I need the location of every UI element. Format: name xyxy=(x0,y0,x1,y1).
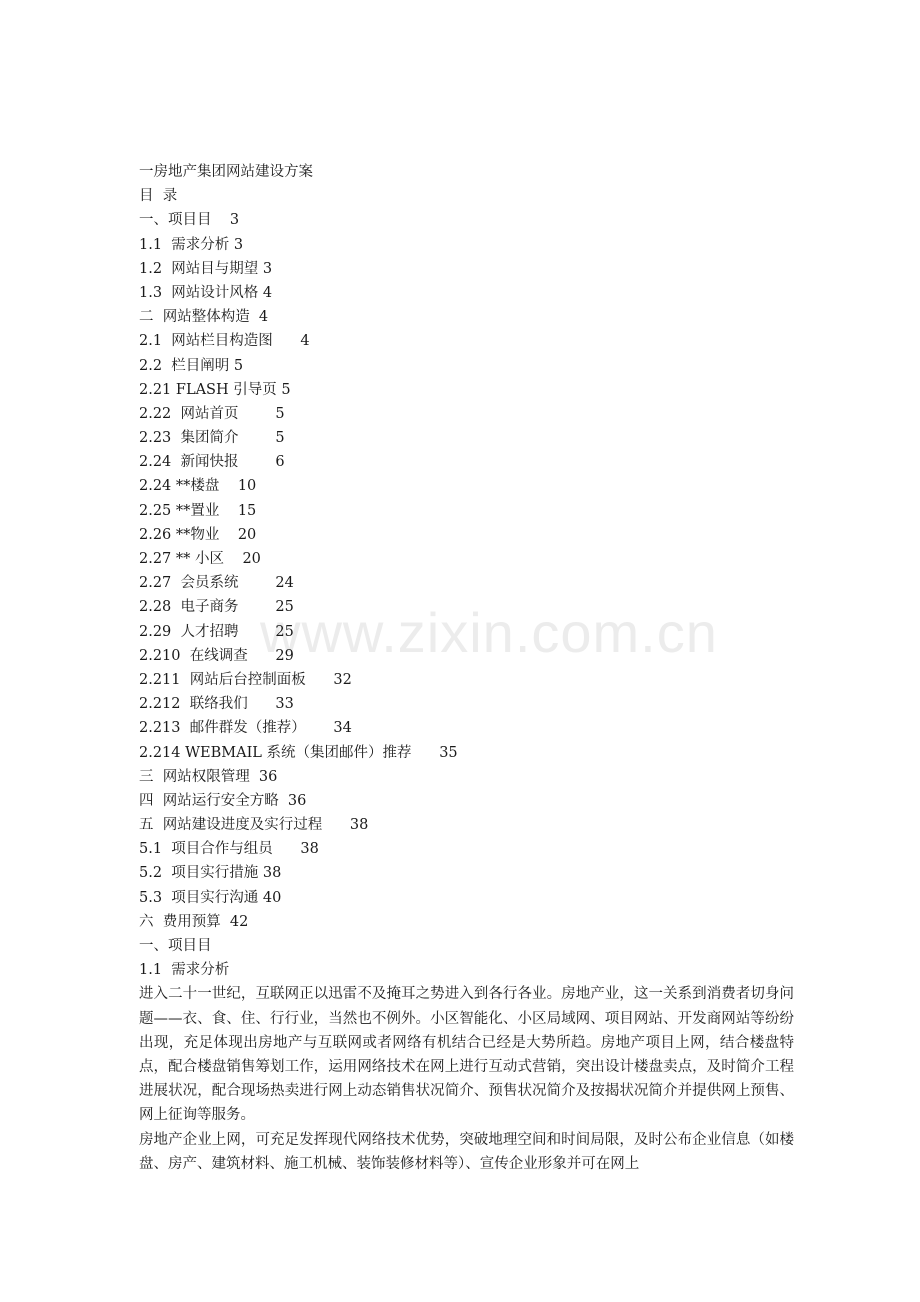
toc-item: 三 网站权限管理 36 xyxy=(139,768,278,785)
toc-item: 5.1 项目合作与组员 38 xyxy=(139,841,319,858)
table-of-contents xyxy=(139,208,799,934)
toc-item: 二 网站整体构造 4 xyxy=(139,309,269,326)
toc-item: 1.2 网站目与期望 3 xyxy=(139,260,273,277)
toc-item: 2.212 联络我们 33 xyxy=(139,696,294,713)
toc-item: 一、项目目 3 xyxy=(139,212,240,229)
toc-item: 2.27 会员系统 24 xyxy=(139,575,294,592)
toc-item: 2.24 **楼盘 10 xyxy=(139,478,257,495)
toc-item: 2.22 网站首页 5 xyxy=(139,405,285,422)
toc-item: 2.27 ** 小区 20 xyxy=(139,551,261,567)
toc-item: 2.21 FLASH 引导页 5 xyxy=(139,381,291,398)
toc-item: 2.2 栏目阐明 5 xyxy=(139,357,244,374)
toc-item: 2.28 电子商务 25 xyxy=(139,599,294,616)
toc-item: 5.3 项目实行沟通 40 xyxy=(139,889,282,906)
toc-item: 2.213 邮件群发（推荐） 34 xyxy=(139,720,352,737)
document-title: 一房地产集团网站建设方案 xyxy=(139,164,313,180)
toc-item: 2.1 网站栏目构造图 4 xyxy=(139,333,310,350)
toc-item: 2.214 WEBMAIL 系统（集团邮件）推荐 35 xyxy=(139,744,458,761)
subsection-heading: 1.1 需求分析 xyxy=(139,962,230,979)
toc-item: 2.29 人才招聘 25 xyxy=(139,623,294,640)
toc-item: 5.2 项目实行措施 38 xyxy=(139,865,282,882)
toc-item: 2.24 新闻快报 6 xyxy=(139,454,285,471)
toc-item: 2.211 网站后台控制面板 32 xyxy=(139,671,352,688)
toc-item: 2.25 **置业 15 xyxy=(139,502,257,519)
toc-item: 四 网站运行安全方略 36 xyxy=(139,792,307,809)
toc-item: 2.210 在线调查 29 xyxy=(139,647,294,664)
toc-item: 六 费用预算 42 xyxy=(139,913,249,930)
watermark: www.zixin.com.cn xyxy=(260,601,718,664)
section-heading: 一、项目目 xyxy=(139,938,212,954)
toc-heading: 目 录 xyxy=(139,188,178,205)
body-paragraph: 进入二十一世纪，互联网正以迅雷不及掩耳之势进入到各行各业。房地产业，这一关系到消费者切身问题——衣、食、住、行行业，当然也不例外。小区智能化、小区局域网、项目网站、开发商网站等纷纷出现，充足体现出房地产与互联网或者网络有机结合已经是大势所趋。房地产项目上网，结合楼盘特点，配合楼盘销售筹划工作，运用网络技术在网上进行互动式营销，突出设计楼盘卖点，及时简介工程进展状况，配合现场热卖进行网上动态销售状况简介、预售状况简介及按揭状况简介并提供网上预售、网上征询等服务。 xyxy=(139,986,794,1124)
toc-item: 2.23 集团简介 5 xyxy=(139,430,285,447)
body-paragraph: 房地产企业上网，可充足发挥现代网络技术优势，突破地理空间和时间局限，及时公布企业信息（如楼盘、房产、建筑材料、施工机械、装饰装修材料等）、宣传企业形象并可在网上 xyxy=(139,1131,794,1172)
document-body xyxy=(139,160,799,1176)
toc-item: 1.3 网站设计风格 4 xyxy=(139,284,273,301)
toc-item: 五 网站建设进度及实行过程 38 xyxy=(139,817,369,834)
toc-item: 1.1 需求分析 3 xyxy=(139,236,244,253)
toc-item: 2.26 **物业 20 xyxy=(139,526,257,543)
